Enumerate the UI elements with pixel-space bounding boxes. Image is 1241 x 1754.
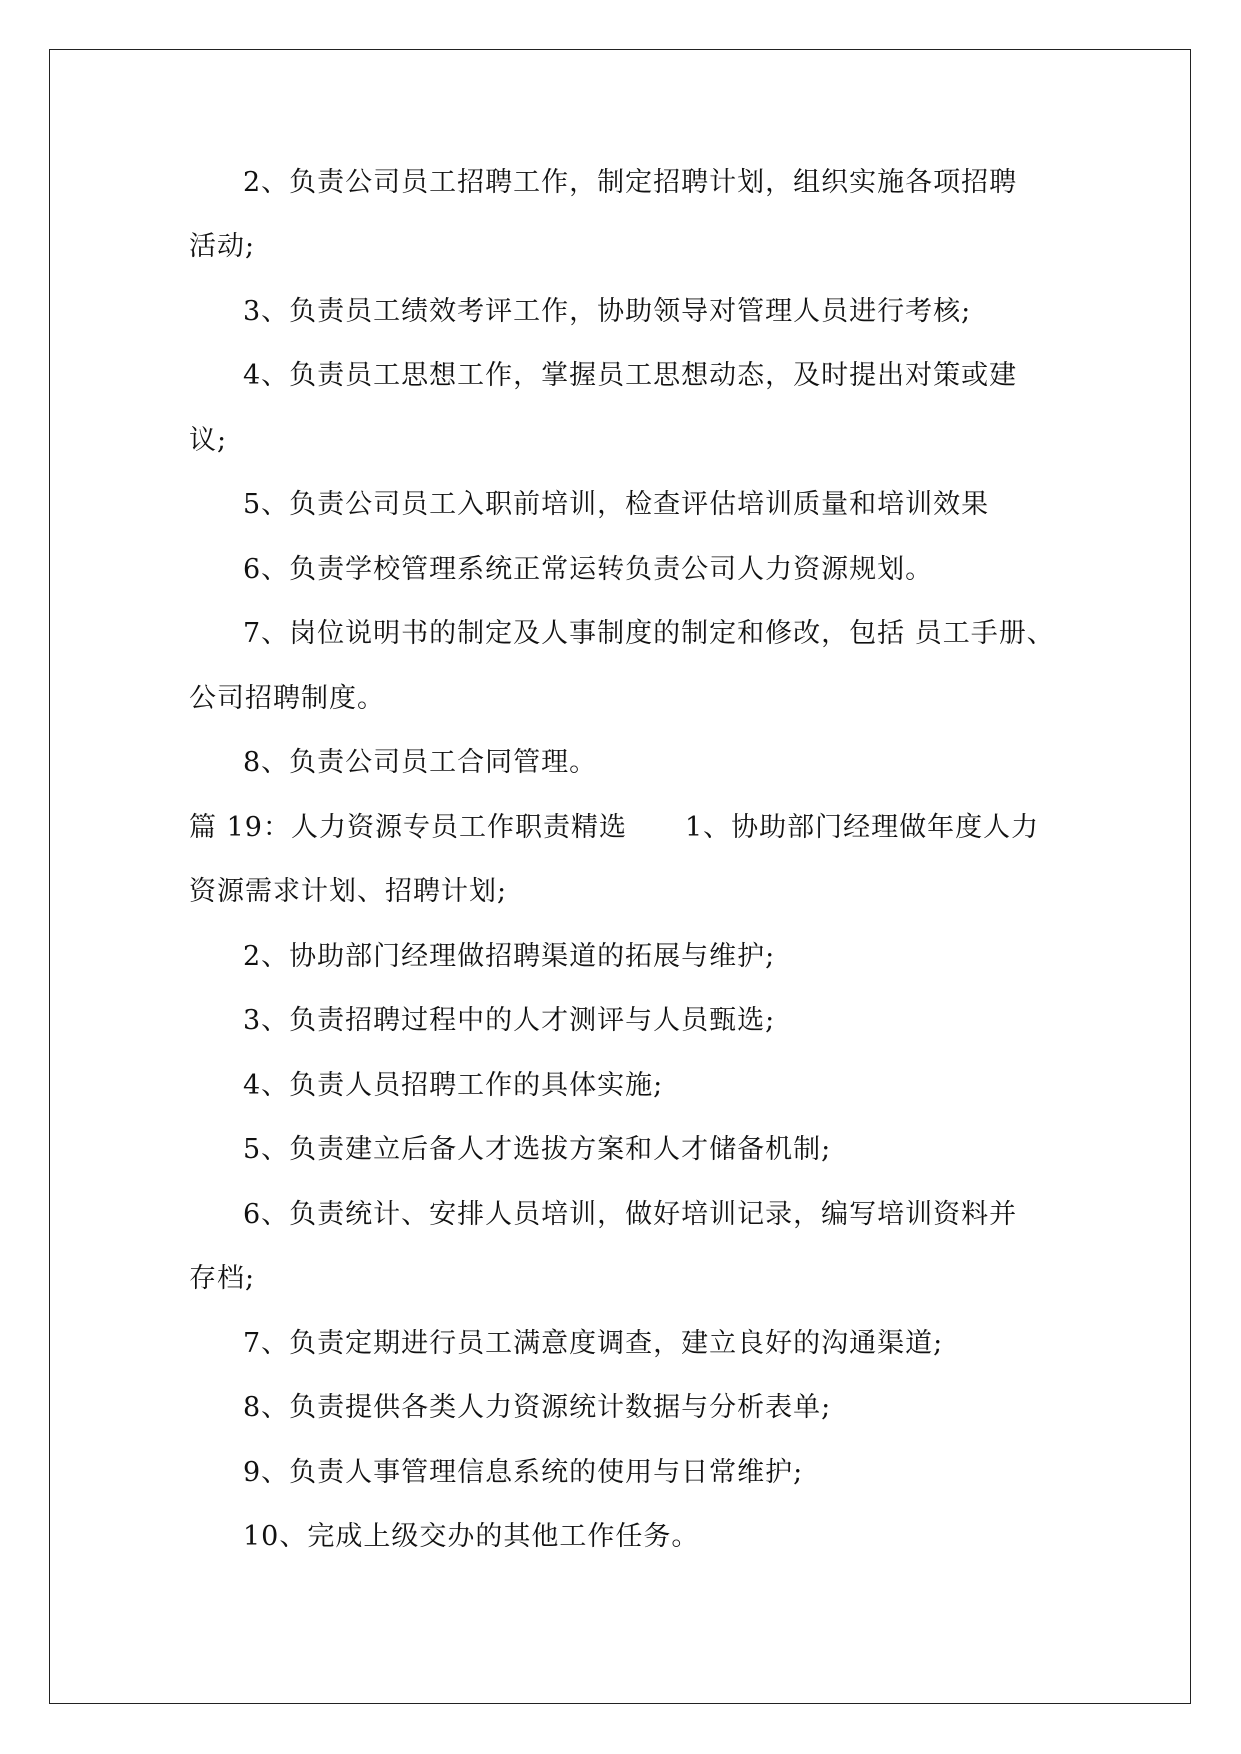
paragraph-line: 活动; bbox=[189, 231, 256, 262]
paragraph-line: 9、负责人事管理信息系统的使用与日常维护; bbox=[243, 1457, 804, 1488]
paragraph-line: 资源需求计划、招聘计划; bbox=[189, 876, 508, 907]
paragraph-line: 4、负责员工思想工作，掌握员工思想动态，及时提出对策或建 bbox=[243, 360, 1018, 391]
paragraph-line: 10、完成上级交办的其他工作任务。 bbox=[243, 1521, 700, 1552]
paragraph-line: 议; bbox=[189, 425, 228, 456]
paragraph-line: 公司招聘制度。 bbox=[189, 683, 385, 714]
paragraph-line: 6、负责学校管理系统正常运转负责公司人力资源规划。 bbox=[243, 554, 934, 585]
paragraph-line: 2、协助部门经理做招聘渠道的拓展与维护; bbox=[243, 941, 776, 972]
paragraph-line: 5、负责公司员工入职前培训，检查评估培训质量和培训效果 bbox=[243, 489, 990, 520]
paragraph-line: 7、负责定期进行员工满意度调查，建立良好的沟通渠道; bbox=[243, 1328, 944, 1359]
paragraph-line: 4、负责人员招聘工作的具体实施; bbox=[243, 1070, 664, 1101]
paragraph-line: 2、负责公司员工招聘工作，制定招聘计划，组织实施各项招聘 bbox=[243, 167, 1018, 198]
paragraph-line: 5、负责建立后备人才选拔方案和人才储备机制; bbox=[243, 1134, 832, 1165]
paragraph-text: 1、协助部门经理做年度人力 bbox=[684, 812, 1040, 843]
paragraph-line: 6、负责统计、安排人员培训，做好培训记录，编写培训资料并 bbox=[243, 1199, 1018, 1230]
paragraph-line: 存档; bbox=[189, 1263, 256, 1294]
paragraph-line: 7、岗位说明书的制定及人事制度的制定和修改，包括 员工手册、 bbox=[243, 618, 1055, 649]
paragraph-line: 3、负责员工绩效考评工作，协助领导对管理人员进行考核; bbox=[243, 296, 972, 327]
section-heading-line bbox=[189, 808, 1039, 848]
paragraph-line: 8、负责提供各类人力资源统计数据与分析表单; bbox=[243, 1392, 832, 1423]
paragraph-line: 3、负责招聘过程中的人才测评与人员甄选; bbox=[243, 1005, 776, 1036]
paragraph-line: 8、负责公司员工合同管理。 bbox=[243, 747, 598, 778]
section-heading: 篇 19：人力资源专员工作职责精选 bbox=[189, 812, 627, 843]
